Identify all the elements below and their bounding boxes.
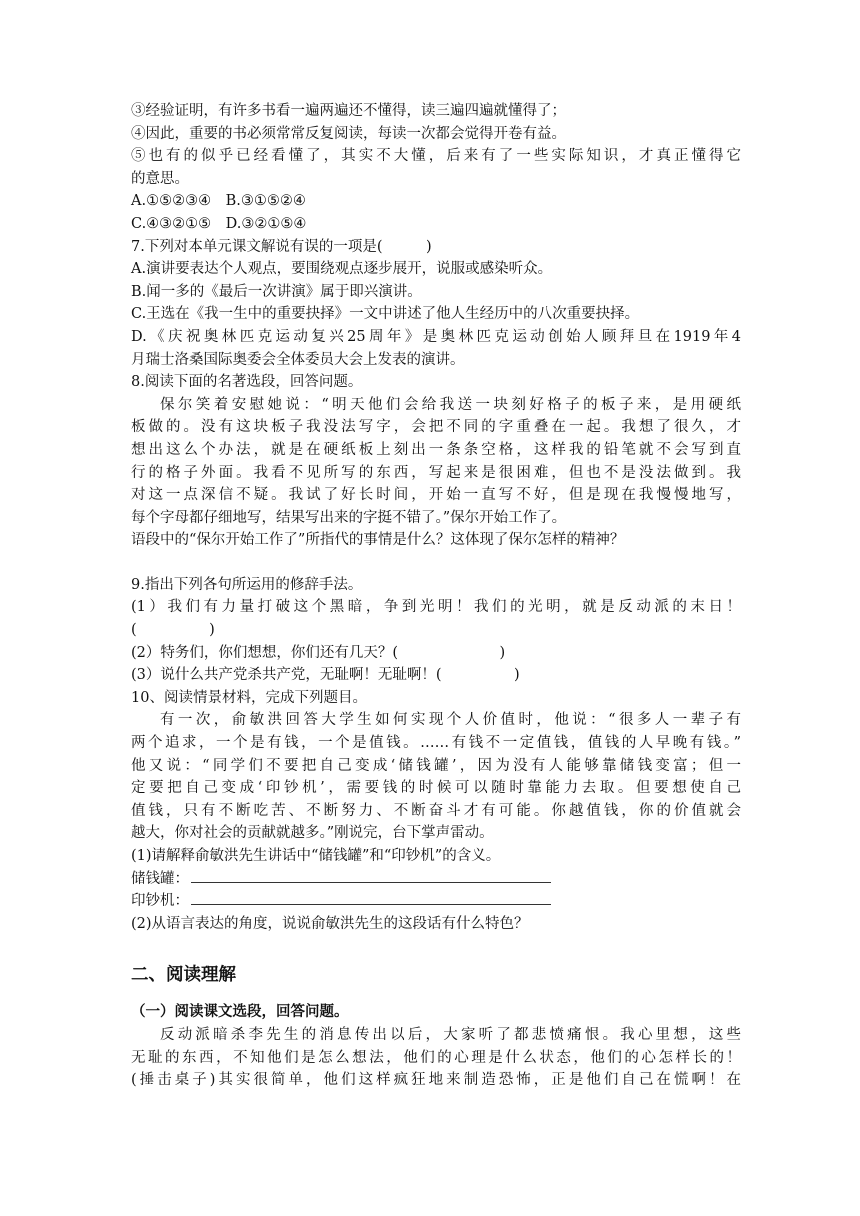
q10-passage-line4: 定要把自己变成‘印钞机’，需要钱的时候可以随时靠能力去取。但要想使自己 bbox=[131, 780, 741, 797]
q9-item-1: (1）我们有力量打破这个黑暗，争到光明！我们的光明，就是反动派的末日！ bbox=[131, 599, 741, 616]
q8-stem: 8.阅读下面的名著选段，回答问题。 bbox=[131, 374, 363, 391]
q10-sub-question-1: (1)请解释俞敏洪先生讲话中“储钱罐”和“印钞机”的含义。 bbox=[131, 848, 501, 864]
section-heading: 二、阅读理解 bbox=[131, 965, 236, 986]
yinchaoji-answer-row bbox=[131, 890, 741, 913]
q7-option-a: A.演讲要表达个人观点，要围绕观点逐步展开，说服或感染听众。 bbox=[131, 261, 553, 278]
q6-sentence-4: ④因此，重要的书必须常常反复阅读，每读一次都会觉得开卷有益。 bbox=[131, 125, 566, 142]
q9-item-2: (2）特务们，你们想想，你们还有几天？( ) bbox=[131, 644, 506, 661]
yinchaoji-label: 印钞机： bbox=[131, 893, 189, 910]
q6-options-ab: A.①⑤②③④ B.③①⑤②④ bbox=[131, 193, 306, 210]
document-page bbox=[131, 100, 741, 1092]
q8-passage-line4: 行的格子外面。我看不见所写的东西，写起来是很困难，但也不是没法做到。我 bbox=[131, 464, 741, 481]
q6-sentence-3: ③经验证明，有许多书看一遍两遍还不懂得，读三遍四遍就懂得了； bbox=[131, 103, 566, 119]
q8-passage-line1: 保尔笑着安慰她说：“明天他们会给我送一块刻好格子的板子来，是用硬纸 bbox=[160, 396, 741, 413]
q7-option-c: C.王选在《我一生中的重要抉择》一文中讲述了他人生经历中的八次重要抉择。 bbox=[131, 306, 640, 323]
q7-stem: 7.下列对本单元课文解说有误的一项是( ) bbox=[131, 238, 432, 255]
q10-passage-line1: 有一次，俞敏洪回答大学生如何实现个人价值时，他说：“很多人一辈子有 bbox=[160, 712, 741, 729]
q7-option-d-line2: 月瑞士洛桑国际奥委会全体委员大会上发表的演讲。 bbox=[131, 351, 465, 368]
q7-option-b: B.闻一多的《最后一次讲演》属于即兴演讲。 bbox=[131, 283, 422, 300]
chuqianguan-answer-row bbox=[131, 868, 741, 891]
q10-sub-question-2: (2)从语言表达的角度，说说俞敏洪先生的这段话有什么特色？ bbox=[131, 915, 529, 932]
reading-passage-line1: 反动派暗杀李先生的消息传出以后，大家听了都悲愤痛恨。我心里想，这些 bbox=[160, 1026, 741, 1043]
q10-passage-line2: 两个追求，一个是有钱，一个是值钱。……有钱不一定值钱，值钱的人早晚有钱。” bbox=[131, 735, 741, 752]
q10-passage-line5: 值钱，只有不断吃苦、不断努力、不断奋斗才有可能。你越值钱，你的价值就会 bbox=[131, 802, 741, 819]
q8-passage-line3: 想出这么个办法，就是在硬纸板上刻出一条条空格，这样我的铅笔就不会写到直 bbox=[131, 441, 741, 458]
q8-question: 语段中的“保尔开始工作了”所指代的事情是什么？这体现了保尔怎样的精神？ bbox=[131, 532, 625, 549]
q7-option-d-line1: D.《庆祝奥林匹克运动复兴25周年》是奥林匹克运动创始人顾拜旦在1919年4 bbox=[131, 328, 741, 345]
q9-item-1-blank: ( ) bbox=[131, 622, 215, 639]
q8-passage-line5: 对这一点深信不疑。我试了好长时间，开始一直写不好，但是现在我慢慢地写， bbox=[131, 487, 741, 504]
yinchaoji-answer-line[interactable] bbox=[191, 890, 551, 905]
q10-passage-line6: 越大，你对社会的贡献就越多。”刚说完，台下掌声雷动。 bbox=[131, 825, 494, 842]
reading-passage-line3: (捶击桌子)其实很简单，他们这样疯狂地来制造恐怖，正是他们自己在慌啊！在 bbox=[131, 1072, 741, 1089]
answer-space bbox=[131, 552, 741, 574]
q9-stem: 9.指出下列各句所运用的修辞手法。 bbox=[131, 576, 363, 593]
q9-item-3: (3）说什么共产党杀共产党，无耻啊！无耻啊！( ) bbox=[131, 667, 520, 684]
q8-passage-line6: 每个字母都仔细地写，结果写出来的字挺不错了。”保尔开始工作了。 bbox=[131, 509, 567, 526]
section-subheading: （一）阅读课文选段，回答问题。 bbox=[131, 1003, 349, 1021]
q6-sentence-5-line1: ⑤也有的似乎已经看懂了，其实不大懂，后来有了一些实际知识，才真正懂得它 bbox=[131, 148, 741, 165]
q6-options-cd: C.④③②①⑤ D.③②①⑤④ bbox=[131, 215, 307, 232]
q10-passage-line3: 他又说：“同学们不要把自己变成‘储钱罐’，因为没有人能够靠储钱变富；但一 bbox=[131, 757, 741, 774]
q8-passage-line2: 板做的。没有这块板子我没法写字，会把不同的字重叠在一起。我想了很久，才 bbox=[131, 419, 741, 436]
reading-passage-line2: 无耻的东西，不知他们是怎么想法，他们的心理是什么状态，他们的心怎样长的！ bbox=[131, 1049, 741, 1066]
chuqianguan-label: 储钱罐： bbox=[131, 870, 189, 887]
chuqianguan-answer-line[interactable] bbox=[191, 868, 551, 883]
q10-stem: 10、阅读情景材料，完成下列题目。 bbox=[131, 689, 367, 706]
q6-sentence-5-line2: 的意思。 bbox=[131, 170, 189, 187]
